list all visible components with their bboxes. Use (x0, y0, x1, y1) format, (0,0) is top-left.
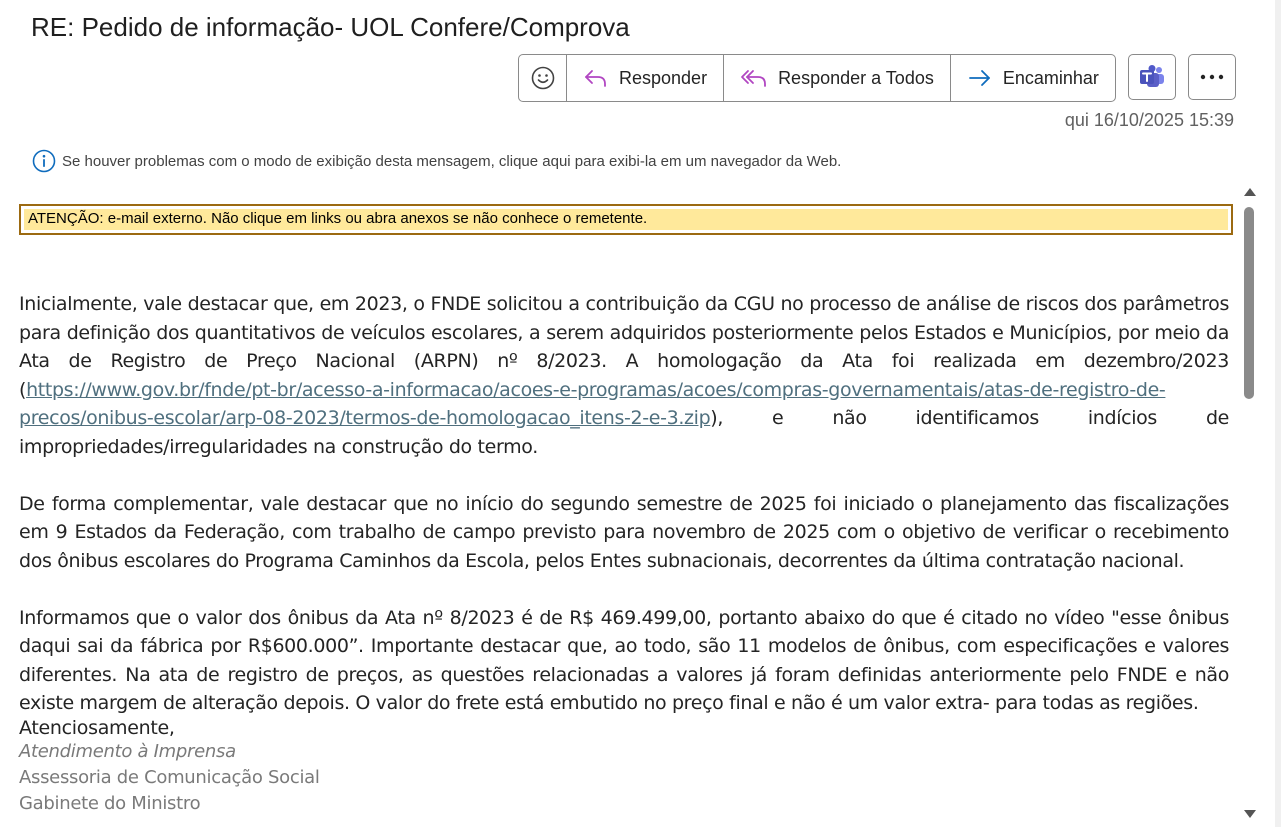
signature-block (19, 717, 320, 817)
reply-label: Responder (619, 67, 708, 88)
scroll-down-arrow-icon[interactable] (1244, 810, 1256, 818)
signature-greeting: Atenciosamente, (19, 717, 175, 739)
message-toolbar (518, 54, 1236, 102)
signature-line-2: Assessoria de Comunicação Social (19, 767, 320, 788)
email-subject: RE: Pedido de informação- UOL Confere/Comprova (31, 12, 630, 42)
message-body (19, 290, 1229, 746)
forward-arrow-icon (967, 66, 993, 90)
body-paragraph-2: De forma complementar, vale destacar que no início do segundo semestre de 2025 foi iniciado o planejamento das fiscalizações em 9 Estados da Federação, com trabalho de campo previsto para novembro de 2025 com o objetivo de verificar o recebimento dos ônibus escolares do Programa Caminhos da Escola, pelos Entes subnacionais, decorrentes da última contratação nacional. (19, 492, 1229, 572)
info-icon (32, 149, 56, 173)
scroll-up-arrow-icon[interactable] (1244, 188, 1256, 196)
forward-button[interactable] (951, 55, 1115, 101)
teams-icon (1138, 63, 1166, 91)
body-paragraph-3: Informamos que o valor dos ônibus da Ata nº 8/2023 é de R$ 469.499,00, portanto abaixo do que é citado no vídeo "esse ônibus daqui sai da fábrica por R$600.000”. Importante destacar que, ao todo, são 11 modelos de ônibus, com especificações e valores diferentes. Na ata de registro de preços, as questões relacionadas a valores já foram definidas anteriormente pelo FNDE e não existe margem de alteração depois. O valor do frete está embutido no preço final e não é um valor extra- para todas as regiões. (19, 606, 1229, 714)
body-paragraph-1 (19, 290, 1229, 461)
view-in-browser-bar[interactable] (32, 149, 841, 173)
teams-button[interactable] (1128, 54, 1176, 100)
more-dots-icon (1199, 73, 1225, 81)
reply-all-arrow-icon (740, 66, 768, 90)
reply-all-button[interactable] (724, 55, 951, 101)
action-button-group (518, 54, 1116, 102)
warning-text: ATENÇÃO: e-mail externo. Não clique em links ou abra anexos se não conhece o remetente. (24, 209, 1228, 230)
paragraph-1-text-after: ), e não identificamos indícios de impropriedades/irregularidades na construção do termo. (19, 407, 1229, 458)
smiley-icon (531, 66, 555, 90)
window-edge (1275, 0, 1281, 827)
reply-arrow-icon (583, 66, 609, 90)
reply-button[interactable] (567, 55, 724, 101)
sent-date: qui 16/10/2025 15:39 (1064, 110, 1234, 130)
external-email-warning (19, 204, 1233, 235)
vertical-scrollbar[interactable] (1242, 185, 1256, 821)
reply-all-label: Responder a Todos (778, 67, 934, 88)
homologation-link[interactable]: https://www.gov.br/fnde/pt-br/acesso-a-informacao/acoes-e-programas/acoes/compras-governamentais/atas-de-registro-de-precos/onibus-escolar/arp-08-2023/termos-de-homologacao_itens-2-e-3.zip (19, 378, 1166, 429)
info-bar-text: Se houver problemas com o modo de exibição desta mensagem, clique aqui para exibi-la em um navegador da Web. (62, 152, 842, 170)
emoji-reaction-button[interactable] (519, 55, 567, 101)
signature-line-1: Atendimento à Imprensa (19, 741, 236, 762)
paragraph-1-text-before: Inicialmente, vale destacar que, em 2023, o FNDE solicitou a contribuição da CGU no processo de análise de riscos dos parâmetros para definição dos quantitativos de veículos escolares, a serem adquiridos posteriormente pelos Estados e Municípios, por meio da Ata de Registro de Preço Nacional (ARPN) nº 8/2023. A homologação da Ata foi realizada em dezembro/2023 ( (19, 293, 1229, 401)
scroll-thumb[interactable] (1244, 207, 1254, 399)
more-actions-button[interactable] (1188, 54, 1236, 100)
forward-label: Encaminhar (1002, 67, 1099, 88)
signature-line-3: Gabinete do Ministro (19, 793, 201, 814)
